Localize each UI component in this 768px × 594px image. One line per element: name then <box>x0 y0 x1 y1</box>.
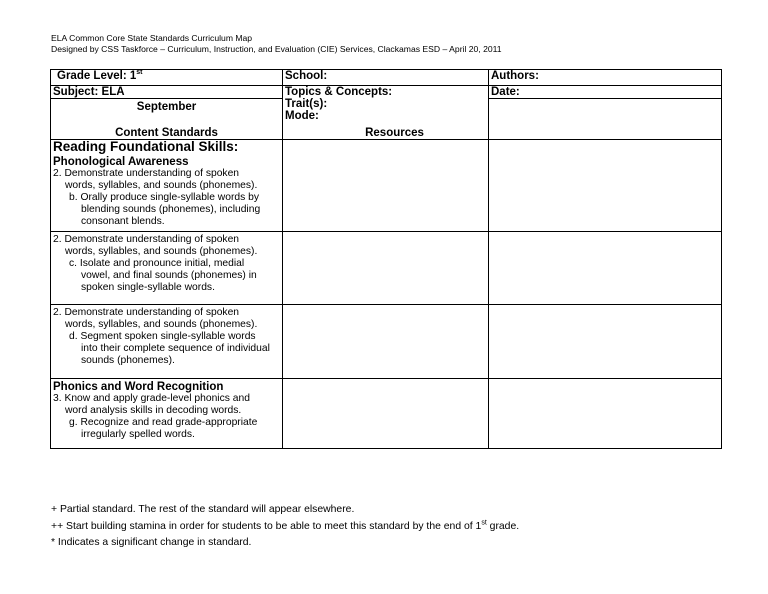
standard-line: c. Isolate and pronounce initial, medial <box>69 257 245 269</box>
column-header-resources: Resources <box>283 127 489 140</box>
standard-cell <box>51 378 283 448</box>
section-heading: Reading Foundational Skills: <box>53 138 239 154</box>
grade-level-cell <box>51 70 283 86</box>
grade-level-sup: st <box>136 69 143 77</box>
date-cell <box>489 86 722 99</box>
month-cell <box>51 99 283 127</box>
standard-row <box>51 139 722 231</box>
assessments-cell <box>489 231 722 304</box>
standard-line: word analysis skills in decoding words. <box>65 404 242 416</box>
date-label: Date: <box>491 86 520 98</box>
standard-line: 3. Know and apply grade-level phonics and <box>53 392 250 404</box>
standard-cell <box>51 231 283 304</box>
authors-label: Authors: <box>491 70 539 82</box>
standard-line: d. Segment spoken single-syllable words <box>69 330 256 342</box>
document-header-credits: Designed by CSS Taskforce – Curriculum, Instruction, and Evaluation (CIE) Services, Clackamas ESD – April 20, 2011 <box>51 44 502 54</box>
footnote-stamina <box>51 520 519 533</box>
document-header-title: ELA Common Core State Standards Curriculum Map <box>51 33 253 43</box>
month-title: September <box>136 101 197 113</box>
subject-cell <box>51 86 283 99</box>
standard-row <box>51 378 722 448</box>
standard-cell <box>51 139 283 231</box>
standard-line: b. Orally produce single-syllable words by <box>69 191 260 203</box>
standard-line: 2. Demonstrate understanding of spoken <box>53 233 240 245</box>
assessments-cell <box>489 304 722 378</box>
grade-level-label: Grade Level: 1 <box>57 70 137 82</box>
standard-line: consonant blends. <box>81 216 165 228</box>
standard-line: g. Recognize and read grade-appropriate <box>69 416 258 428</box>
assessments-cell <box>489 378 722 448</box>
standard-line: spoken single-syllable words. <box>81 282 215 294</box>
footnote-stamina-end: grade. <box>486 521 520 532</box>
standard-cell <box>51 304 283 378</box>
subsection-heading: Phonological Awareness <box>53 155 189 168</box>
standard-row <box>51 304 722 378</box>
blank-header-cell <box>489 99 722 140</box>
school-label: School: <box>285 70 328 82</box>
topics-label: Topics & Concepts: <box>285 86 393 98</box>
authors-cell <box>489 70 722 86</box>
standard-line: blending sounds (phonemes), including <box>81 204 261 216</box>
standard-line: into their complete sequence of individual <box>81 343 270 355</box>
standard-line: vowel, and final sounds (phonemes) in <box>81 270 257 282</box>
resources-cell <box>283 139 489 231</box>
footnote-stamina-sup: st <box>481 519 487 527</box>
standard-line: words, syllables, and sounds (phonemes). <box>65 245 258 257</box>
subsection-heading: Phonics and Word Recognition <box>53 380 224 393</box>
assessments-cell <box>489 139 722 231</box>
standard-line: irregularly spelled words. <box>81 429 195 441</box>
topics-cell <box>283 86 489 127</box>
footnote-partial: + Partial standard. The rest of the standard will appear elsewhere. <box>51 504 355 515</box>
standard-line: sounds (phonemes). <box>81 355 175 367</box>
column-header-content-standards: Content Standards <box>51 127 283 140</box>
mode-label: Mode: <box>285 110 319 122</box>
resources-cell <box>283 378 489 448</box>
standard-row <box>51 231 722 304</box>
school-cell <box>283 70 489 86</box>
footnote-change: * Indicates a significant change in standard. <box>51 537 252 548</box>
resources-cell <box>283 231 489 304</box>
standard-line: 2. Demonstrate understanding of spoken <box>53 306 240 318</box>
standard-line: words, syllables, and sounds (phonemes). <box>65 179 258 191</box>
resources-cell <box>283 304 489 378</box>
subject-label: Subject: ELA <box>53 86 125 98</box>
traits-label: Trait(s): <box>285 98 328 110</box>
curriculum-map-table <box>50 69 722 449</box>
standard-line: words, syllables, and sounds (phonemes). <box>65 318 258 330</box>
standard-line: 2. Demonstrate understanding of spoken <box>53 167 240 179</box>
footnote-stamina-text: ++ Start building stamina in order for students to be able to meet this standard by the end of 1 <box>51 521 482 532</box>
